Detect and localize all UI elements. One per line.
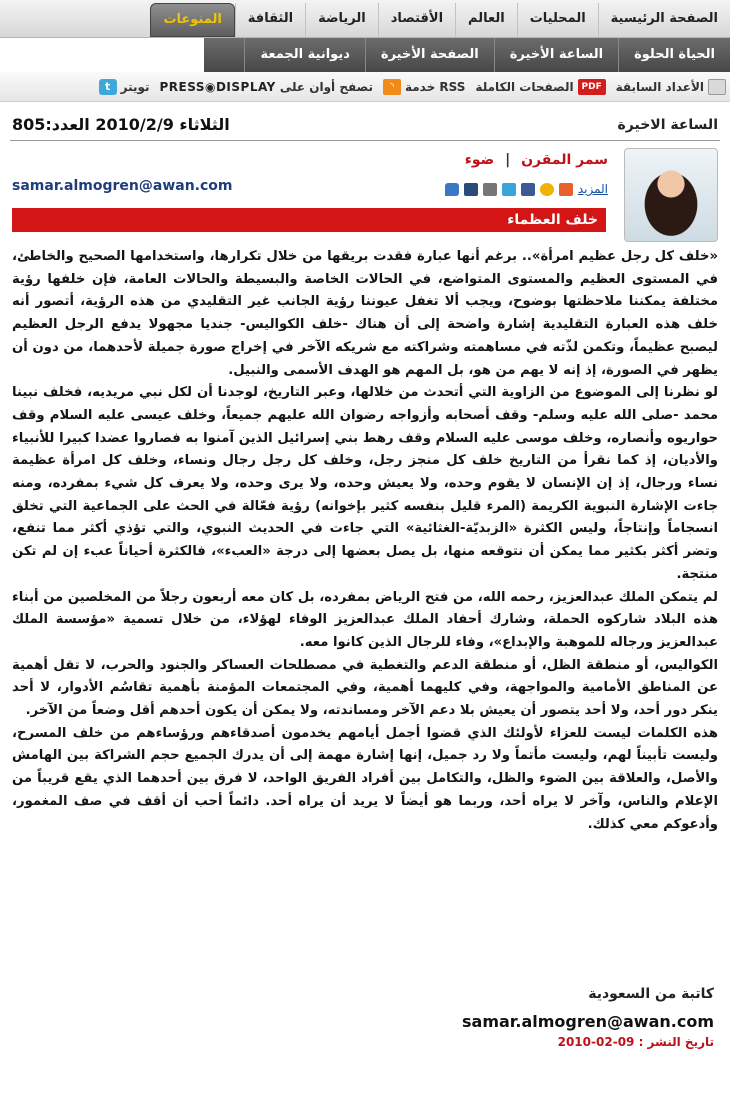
twitter-link[interactable]	[99, 79, 150, 95]
print-icon[interactable]	[483, 183, 497, 196]
archive-label: الأعداد السابقة	[615, 79, 704, 94]
article-paragraph: هذه الكلمات ليست للعزاء لأولئك الذي قضوا أجمل أيامهم يخدمون أصدقاءهم ورؤساءهم من خلف المسرح، وليست تأبيناً لهم، وليست مأتماً ولا رد جميل، إنها إشارة مهمة إلى أن يدرك الجميع حجم الشراكة بين الهامش والأصل، والعلاقة بين الضوء والظل، والتكامل بين أفراد الفريق الواحد، لا فرق بين أحدهما الذي يقع قريباً من الإعلام والناس، وآخر لا يراه أحد، وربما هو أيضاً لا يريد أن يراه أحد. دائماً أحب أن أقف في صف المغمور، وأدعوكم معي كذلك.	[12, 725, 718, 832]
rss-label: خدمة RSS	[404, 79, 466, 94]
subnav-last-page[interactable]: الصفحة الأخيرة	[365, 38, 494, 72]
nav-culture[interactable]: الثقافة	[235, 3, 305, 37]
subnav-last-hour[interactable]: الساعة الأخيرة	[494, 38, 618, 72]
author-separator: |	[505, 152, 511, 168]
favorite-icon[interactable]	[540, 183, 554, 196]
archive-link[interactable]	[616, 79, 726, 95]
nav-variety[interactable]: المنوعات	[150, 3, 234, 37]
more-link[interactable]: المزيد	[577, 182, 608, 196]
pdf-icon: PDF	[578, 79, 606, 95]
full-pages-label: الصفحات الكاملة	[475, 79, 574, 94]
nav-world[interactable]: العالم	[455, 3, 517, 37]
author-line	[465, 152, 608, 168]
nav-local[interactable]: المحليات	[517, 3, 598, 37]
full-pages-link[interactable]	[475, 79, 605, 95]
archive-icon	[708, 79, 726, 95]
publish-date-label: تاريخ النشر :	[638, 1035, 714, 1049]
comment-icon[interactable]	[445, 183, 459, 196]
author-photo	[624, 148, 718, 242]
twitter-share-icon[interactable]	[502, 183, 516, 196]
article-paragraph: لو نظرنا إلى الموضوع من الزاوية التي أتحدث من خلالها، وعبر التاريخ، لوجدنا أن لكل نبي مريديه، فخلف نبينا محمد -صلى الله عليه وسلم- وقف أصحابه وأزواجه رضوان الله عليهم جميعاً، وخلف عيسى عليه السلام وقف حواريوه وأنصاره، وخلف موسى عليه السلام وقف رهط بني إسرائيل الذين آمنوا به فصاروا عضدا كبيرا للأنبياء والأديان، إذ كما نقرأ من التاريخ خلف كل منجز رجل، وخلف كل رجل رجال ونساء، وخلف كل امرأة عظيمة نساء ورجال، إذ إن الإنسان لا يقوم وحده، ولا يعيش وحده، ولا يرى وحده، ولا يعرف كل شيء بمفرده، ومنه جاءت الإشارة النبوية الكريمة (المرء قليل بنفسه كثير بإخوانه) رؤية فعّالة في الحث على الجماعية التي تخلق انسجاماً وإنتاجاً، وليس الكثرة «الزبديّة-الغثائية» التي جاءت في الحديث النبوي، والتي تؤذي أكثر مما تنفع، وتضر أكثر بكثير مما يمكن أن نتوقعه منها، بل يصل بعضها إلى درجة «العبء»، فالكثرة أحياناً عبء إن لم تكن منتجة.	[12, 385, 718, 582]
primary-nav	[0, 0, 730, 38]
article-body	[12, 246, 718, 836]
article-paragraph: لم يتمكن الملك عبدالعزيز، رحمه الله، من فتح الرياض بمفرده، بل كان معه أربعون رجلاً من المخلصين من أبناء هذه البلاد شاركوه الحملة، وشارك أحفاد الملك عبدالعزيز الوفاء لهؤلاء، من خلال تسمية «مؤسسة الملك عبدالعزيز ورجاله للموهبة والإبداع»، وفاء للرجال الذين كانوا معه.	[12, 589, 718, 650]
nav-economy[interactable]: الأقتصاد	[378, 3, 455, 37]
publish-date-line	[14, 1035, 714, 1049]
footer-email[interactable]: samar.almogren@awan.com	[462, 1012, 714, 1031]
article-paragraph: «خلف كل رجل عظيم امرأة».. برغم أنها عبارة فقدت بريقها من خلال تكرارها، واستخدامها الصحيح والخاطئ، في المستوى العظيم والمستوى المتواضع، في الحالات الخاصة والبسيطة والحالات العامة، فإن خلفها رؤية مختلفة يمكننا ملاحظتها بوضوح، ويجب ألا تغفل عيوننا رؤية الجانب غير التقليدي من هذه الرؤية، أتصور أنه خلف هذه العبارة التقليدية إشارة واضحة إلى أن هناك -خلف الكواليس- جنديا مجهولا يدفع الرجل العظيم ليصبح عظيماً، وتكمن لذّته في مساهمته وشراكته مع شريكه الآخر في إخراج صورة جميلة لأحدهما، من دون أن يظهر في الصورة، إذ إنه لا يهم من هو، بل المهم هو الهدف الأسمى والنبيل.	[12, 249, 718, 378]
nav-home[interactable]: الصفحة الرئيسية	[598, 3, 730, 37]
email-icon[interactable]	[464, 183, 478, 196]
author-name[interactable]: سمر المقرن	[521, 152, 608, 168]
facebook-icon[interactable]	[521, 183, 535, 196]
author-email[interactable]: samar.almogren@awan.com	[12, 178, 233, 194]
section-title: الساعة الاخيرة	[617, 117, 718, 133]
rss-link[interactable]	[383, 79, 465, 95]
nav-sports[interactable]: الرياضة	[305, 3, 378, 37]
publish-date-value: 09-02-2010	[557, 1035, 635, 1049]
subnav-sweet-life[interactable]: الحياة الحلوة	[618, 38, 730, 72]
rss-icon: ◝	[383, 79, 401, 95]
pressdisplay-logo: PRESS◉DISPLAY	[159, 79, 276, 94]
article-title-banner: خلف العظماء	[12, 208, 606, 232]
secondary-nav	[204, 38, 730, 72]
subnav-friday-diwaniya[interactable]: ديوانية الجمعة	[244, 38, 364, 72]
article-footer	[14, 986, 714, 1049]
twitter-icon: t	[99, 79, 117, 95]
toolbar	[0, 72, 730, 102]
column-name[interactable]: ضوء	[464, 152, 495, 168]
pressdisplay-link[interactable]	[160, 80, 373, 94]
share-bar	[440, 182, 608, 196]
article-paragraph: الكواليس، أو منطقة الظل، أو منطقة الدعم والتغطية في مصطلحات العساكر والجنود والحرب، لا تقل أهمية عن المناطق الأمامية والمواجهة، وفي كليهما أهمية، وفي المجتمعات المؤمنة بأهمية تقاسُم الأدوار، لا أحد ينكر دور أحد، ولا أحد يتصور أن يعيش بلا دعم الآخر ومساندته، ولا يمكن أن يكون أحدهم أقل وضعاً من الآخر.	[12, 657, 718, 719]
twitter-label: تويتر	[120, 79, 150, 94]
header-divider	[10, 140, 720, 141]
author-role: كاتبة من السعودية	[588, 986, 714, 1002]
browse-label: تصفح أوان على	[279, 79, 373, 94]
issue-info: الثلاثاء 2010/2/9 العدد:805	[12, 115, 230, 134]
add-icon[interactable]	[559, 183, 573, 196]
